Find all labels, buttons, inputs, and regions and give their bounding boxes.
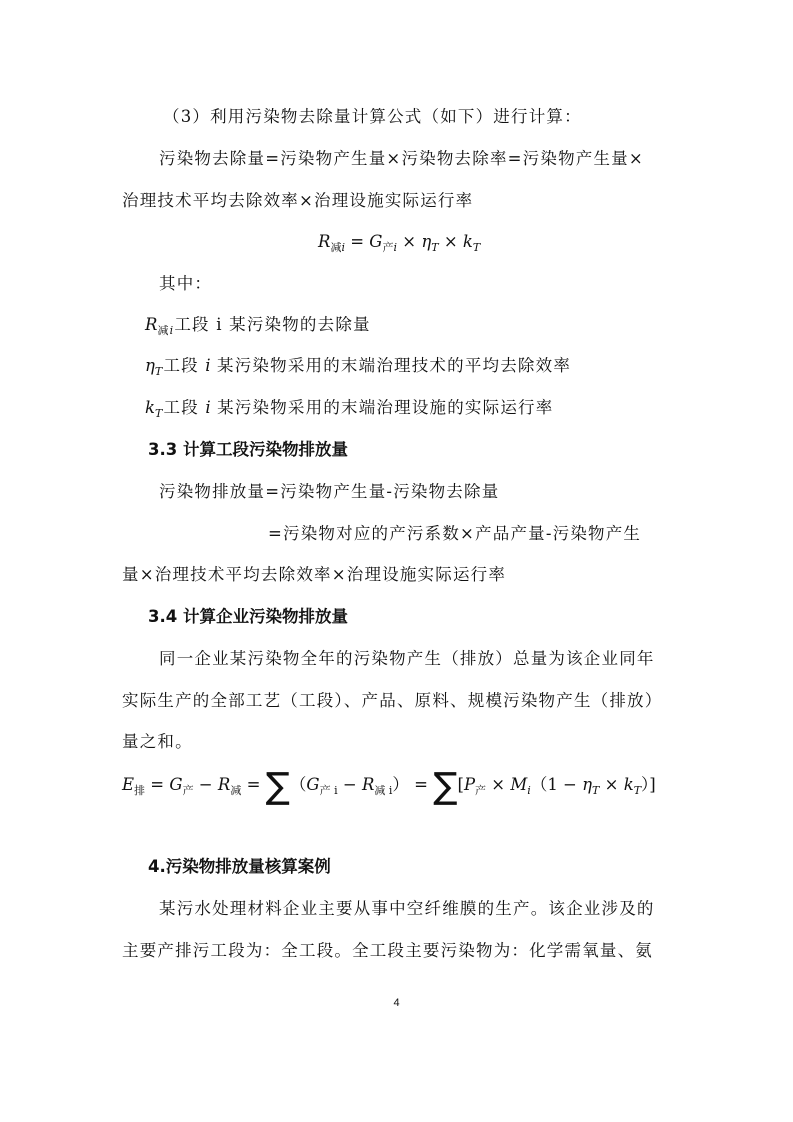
definition-eta: $\eta_T$工段 i 某污染物采用的末端治理技术的平均去除效率 [145, 356, 572, 378]
page-number: 4 [393, 997, 400, 1009]
section-heading-3-3: 3.3 计算工段污染物排放量 [148, 440, 348, 459]
definition-r: $R_{减i}$工段 i 某污染物的去除量 [145, 315, 371, 337]
sum-symbol: ∑ [265, 766, 290, 807]
emission-equation: $E_排 = G_产 - R_减 = \sum(G_{产 i} - R_{减 i}) = \sum[P_产 \times M_i(1 - \eta_T \times k_T)]$ [122, 766, 656, 807]
removal-formula-text-line2: 治理技术平均去除效率×治理设施实际运行率 [122, 191, 474, 210]
emission-text-line1: 污染物排放量=污染物产生量-污染物去除量 [159, 482, 500, 501]
sum-symbol-2: ∑ [433, 766, 458, 807]
removal-formula-text-line1: 污染物去除量=污染物产生量×污染物去除率=污染物产生量× [159, 149, 644, 168]
where-label: 其中： [159, 274, 213, 293]
emission-text-line2: =污染物对应的产污系数×产品产量-污染物产生 [268, 524, 642, 543]
eq-r: R [318, 232, 331, 251]
case-para-line1: 某污水处理材料企业主要从事中空纤维膜的生产。该企业涉及的 [159, 899, 655, 918]
section-heading-4: 4.污染物排放量核算案例 [148, 857, 331, 876]
case-para-line2: 主要产排污工段为：全工段。全工段主要污染物为：化学需氧量、氨 [122, 941, 653, 960]
enterprise-para-line1: 同一企业某污染物全年的污染物产生（排放）总量为该企业同年 [159, 649, 655, 668]
enterprise-para-line3: 量之和。 [122, 732, 193, 751]
step3-intro: （3）利用污染物去除量计算公式（如下）进行计算： [163, 107, 582, 126]
section-heading-3-4: 3.4 计算企业污染物排放量 [148, 607, 348, 626]
removal-equation: $R_{减i} = G_{产i} \times \eta_T \times k_T$ [318, 232, 481, 254]
emission-text-line3: 量×治理技术平均去除效率×治理设施实际运行率 [122, 565, 507, 584]
definition-k: $k_T$工段 i 某污染物采用的末端治理设施的实际运行率 [145, 398, 554, 420]
enterprise-para-line2: 实际生产的全部工艺（工段）、产品、原料、规模污染物产生（排放） [122, 691, 663, 710]
